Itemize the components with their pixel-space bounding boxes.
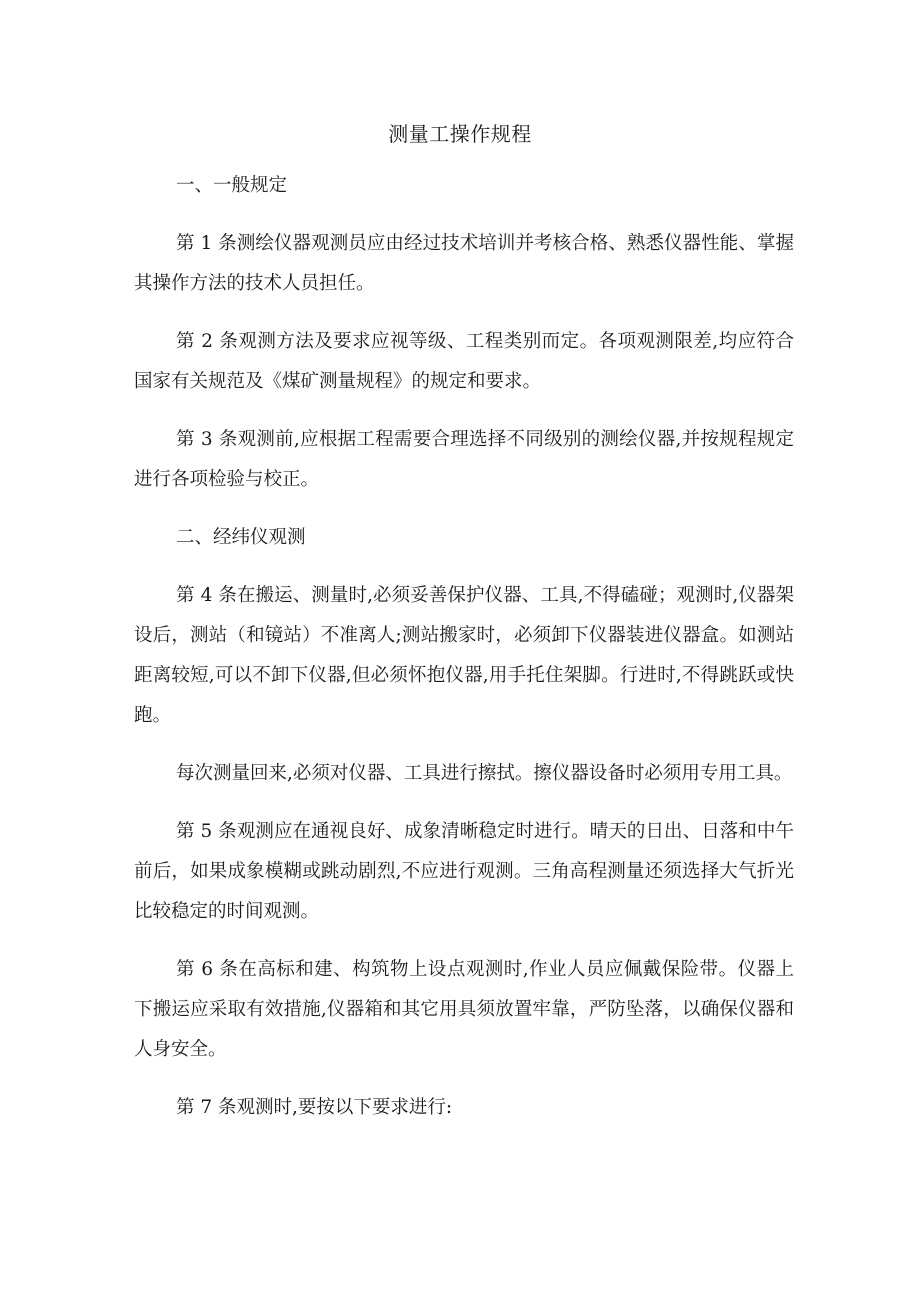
document-body — [134, 166, 794, 1146]
article-5: 第 5 条观测应在通视良好、成象清晰稳定时进行。晴天的日出、日落和中午前后，如果成象模糊或跳动剧烈,不应进行观测。三角高程测量还须选择大气折光比较稳定的时间观测。 — [134, 821, 794, 922]
section-heading-general: 一、一般规定 — [176, 175, 288, 196]
section-heading-theodolite: 二、经纬仪观测 — [176, 527, 306, 548]
article-6: 第 6 条在高标和建、构筑物上设点观测时,作业人员应佩戴保险带。仪器上下搬运应采取有效措施,仪器箱和其它用具须放置牢靠，严防坠落，以确保仪器和人身安全。 — [134, 959, 794, 1060]
article-4-continued: 每次测量回来,必须对仪器、工具进行擦拭。擦仪器设备时必须用专用工具。 — [176, 763, 793, 784]
article-3: 第 3 条观测前,应根据工程需要合理选择不同级别的测绘仪器,并按规程规定进行各项检验与校正。 — [134, 429, 794, 490]
document-title: 测量工操作规程 — [388, 122, 532, 146]
article-7: 第 7 条观测时,要按以下要求进行: — [176, 1097, 453, 1118]
article-4: 第 4 条在搬运、测量时,必须妥善保护仪器、工具,不得磕碰；观测时,仪器架设后，测站（和镜站）不准离人;测站搬家时，必须卸下仪器装进仪器盒。如测站距离较短,可以不卸下仪器,但必须怀抱仪器,用手托住架脚。行进时,不得跳跃或快跑。 — [134, 585, 794, 726]
article-1: 第 1 条测绘仪器观测员应由经过技术培训并考核合格、熟悉仪器性能、掌握其操作方法的技术人员担任。 — [134, 233, 794, 294]
article-2: 第 2 条观测方法及要求应视等级、工程类别而定。各项观测限差,均应符合国家有关规范及《煤矿测量规程》的规定和要求。 — [134, 331, 794, 392]
